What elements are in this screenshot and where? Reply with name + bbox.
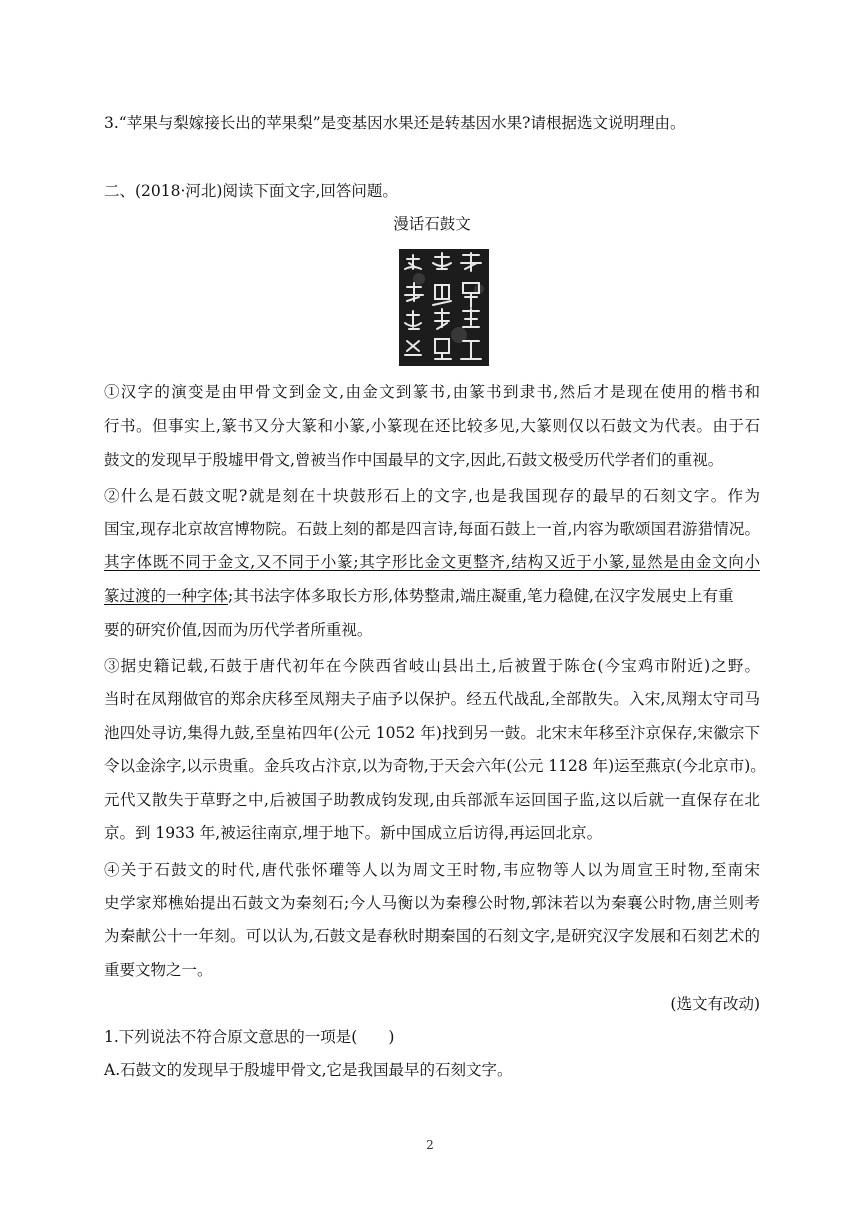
stone-drum-rubbing-image (399, 249, 489, 366)
paragraph-3-line-3: 池四处寻访,集得九鼓,至皇祐四年(公元 1052 年)找到另一鼓。北宋末年移至汴京保存,宋徽宗下 (104, 724, 760, 742)
paragraph-2-line-3-underlined: 其字体既不同于金文,又不同于小篆;其字形比金文更整齐,结构又近于小篆,显然是由金文向小 (104, 553, 760, 571)
paragraph-3-line-5: 元代又散失于草野之中,后被国子助教成钧发现,由兵部派车运回国子监,这以后就一直保存在北 (104, 791, 760, 809)
paragraph-3-line-6: 京。到 1933 年,被运往南京,埋于地下。新中国成立后访得,再运回北京。 (104, 824, 603, 842)
article-title: 漫话石鼓文 (393, 215, 471, 233)
paragraph-4-line-1: ④关于石鼓文的时代,唐代张怀瓘等人以为周文王时物,韦应物等人以为周宣王时物,至南宋 (104, 861, 760, 879)
question-1: 1.下列说法不符合原文意思的一项是( ) (104, 1028, 395, 1046)
rubbing-glyphs-graphic (399, 249, 489, 366)
paragraph-3-line-2: 当时在凤翔做官的郑余庆移至凤翔夫子庙予以保护。经五代战乱,全部散失。入宋,凤翔太守司马 (104, 690, 760, 708)
paragraph-3-line-4: 令以金涂字,以示贵重。金兵攻占汴京,以为奇物,于天会六年(公元 1128 年)运至燕京(今北京市)。 (104, 757, 766, 775)
paragraph-2-line-1: ②什么是石鼓文呢?就是刻在十块鼓形石上的文字,也是我国现存的最早的石刻文字。作为 (104, 487, 760, 505)
paragraph-2-line-5: 要的研究价值,因而为历代学者所重视。 (104, 621, 373, 639)
source-note: (选文有改动) (670, 995, 760, 1013)
paragraph-3-line-1: ③据史籍记载,石鼓于唐代初年在今陕西省岐山县出土,后被置于陈仓(今宝鸡市附近)之野。 (104, 657, 760, 675)
option-a: A.石鼓文的发现早于殷墟甲骨文,它是我国最早的石刻文字。 (104, 1061, 513, 1079)
paragraph-2-line-4 (104, 586, 760, 606)
paragraph-1-line-2: 行书。但事实上,篆书又分大篆和小篆,小篆现在还比较多见,大篆则仅以石鼓文为代表。由于石 (104, 417, 760, 435)
paragraph-1-line-3: 鼓文的发现早于殷墟甲骨文,曾被当作中国最早的文字,因此,石鼓文极受历代学者们的重视。 (104, 451, 724, 469)
paragraph-4-line-3: 为秦献公十一年刻。可以认为,石鼓文是春秋时期秦国的石刻文字,是研究汉字发展和石刻艺术的 (104, 927, 760, 945)
page-number: 2 (426, 1138, 434, 1152)
underlined-phrase: 篆过渡的一种字体 (104, 587, 229, 605)
paragraph-2-line-2: 国宝,现存北京故宫博物院。石鼓上刻的都是四言诗,每面石鼓上一首,内容为歌颂国君游猎情况。 (104, 520, 760, 538)
paragraph-2-line-4-rest: ;其书法字体多取长方形,体势整肃,端庄凝重,笔力稳健,在汉字发展史上有重 (228, 587, 734, 605)
paragraph-4-line-2: 史学家郑樵始提出石鼓文为秦刻石;今人马衡以为秦穆公时物,郭沫若以为秦襄公时物,唐兰则考 (104, 894, 760, 912)
paragraph-4-line-4: 重要文物之一。 (104, 961, 213, 979)
paragraph-1-line-1: ①汉字的演变是由甲骨文到金文,由金文到篆书,由篆书到隶书,然后才是现在使用的楷书和 (104, 383, 760, 401)
section-heading: 二、(2018·河北)阅读下面文字,回答问题。 (104, 182, 398, 200)
question-3: 3.“苹果与梨嫁接长出的苹果梨”是变基因水果还是转基因水果?请根据选文说明理由。 (104, 114, 686, 132)
